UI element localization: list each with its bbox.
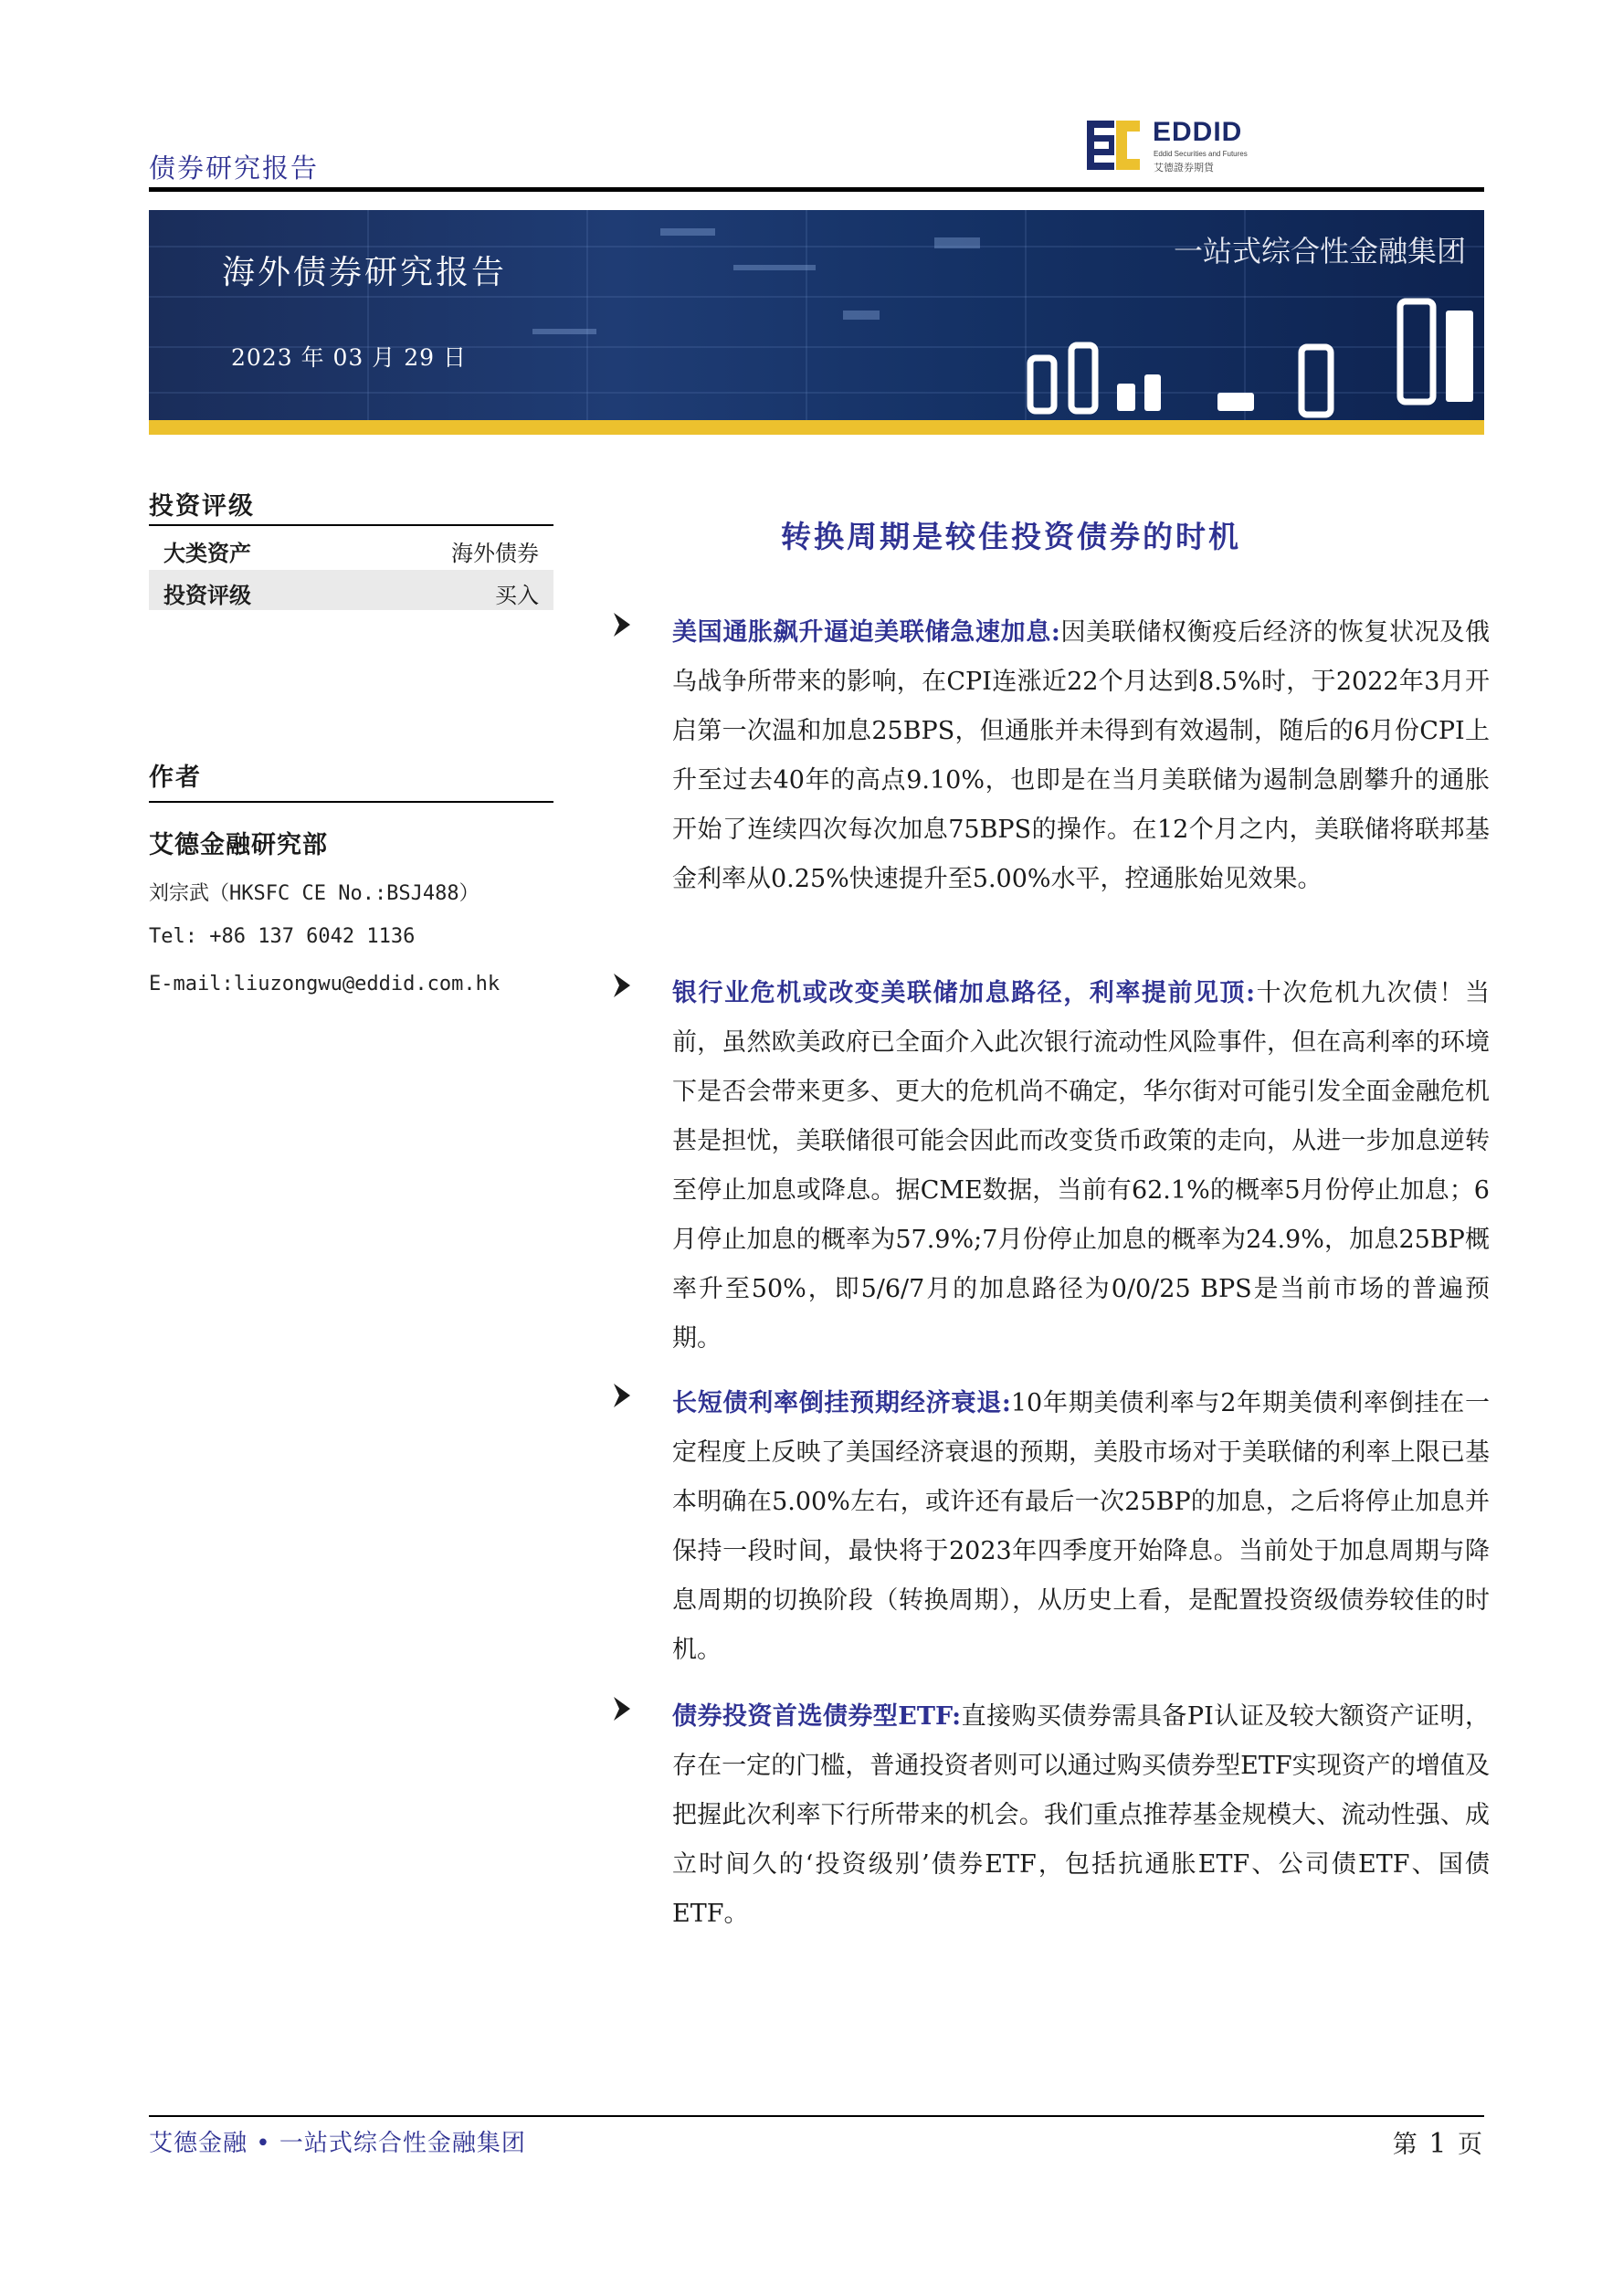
footer-divider <box>149 2115 1484 2117</box>
rating-heading: 投资评级 <box>149 492 255 521</box>
bullet-text <box>672 1379 1490 1675</box>
author-phone: Tel: +86 137 6042 1136 <box>149 925 416 948</box>
eddid-logo <box>1087 117 1297 174</box>
arrow-bullet-icon <box>612 611 632 638</box>
bullet-text <box>672 608 1490 904</box>
author-name: 刘宗武（HKSFC CE No.:BSJ488） <box>149 882 480 905</box>
rating-row-key: 投资评级 <box>163 582 251 608</box>
bullet-text <box>672 969 1490 1364</box>
rating-row-investment-rating <box>149 570 553 610</box>
rating-row-asset-class <box>149 528 553 568</box>
eddid-logo-mark-icon <box>1087 117 1143 174</box>
arrow-bullet-icon <box>612 1382 632 1409</box>
banner-title: 海外债券研究报告 <box>222 254 508 291</box>
bullet-body: 10年期美债利率与2年期美债利率倒挂在一定程度上反映了美国经济衰退的预期，美股市场对于美联储的利率上限已基本明确在5.00%左右，或许还有最后一次25BP的加息，之后将停止加息并保持一段时间，最快将于2023年四季度开始降息。当前处于加息周期与降息周期的切换阶段（转换周期），从历史上看，是配置投资级债券较佳的时机。 <box>672 1389 1490 1664</box>
article-title: 转换周期是较佳投资债券的时机 <box>781 519 1241 554</box>
page-number <box>1393 2124 1484 2160</box>
bullet-heading: 长短债利率倒挂预期经济衰退: <box>672 1389 1011 1417</box>
rating-row-key: 大类资产 <box>163 540 251 566</box>
report-date: 2023 年 03 月 29 日 <box>231 344 467 371</box>
arrow-bullet-icon <box>612 972 632 999</box>
logo-name: EDDID <box>1153 117 1243 147</box>
rating-row-value: 海外债券 <box>451 541 539 566</box>
page-number-value: 1 <box>1428 2128 1449 2160</box>
bullet-heading: 银行业危机或改变美联储加息路径，利率提前见顶: <box>672 979 1256 1007</box>
arrow-bullet-icon <box>612 1695 632 1722</box>
bullet-text <box>672 1692 1490 1939</box>
logo-subtitle-cn: 艾德證券期貨 <box>1154 163 1214 174</box>
author-heading-rule <box>149 801 553 803</box>
report-banner <box>149 210 1484 420</box>
bullet-body: 因美联储权衡疫后经济的恢复状况及俄乌战争所带来的影响，在CPI连涨近22个月达到8.5%时，于2022年3月开启第一次温和加息25BPS，但通胀并未得到有效遏制，随后的6月份CPI上升至过去40年的高点9.10%，也即是在当月美联储为遏制急剧攀升的通胀开始了连续四次每次加息75BPS的操作。在12个月之内，美联储将联邦基金利率从0.25%快速提升至5.00%水平，控通胀始见效果。 <box>672 618 1491 893</box>
author-department: 艾德金融研究部 <box>149 831 328 859</box>
logo-subtitle-en: Eddid Securities and Futures <box>1154 150 1248 158</box>
author-email: E-mail:liuzongwu@eddid.com.hk <box>149 973 501 995</box>
bullet-heading: 债券投资首选债券型ETF: <box>672 1702 962 1731</box>
bullet-heading: 美国通胀飙升逼迫美联储急速加息: <box>672 618 1060 647</box>
page-suffix: 页 <box>1458 2131 1484 2159</box>
page-prefix: 第 <box>1392 2131 1419 2159</box>
rating-row-value: 买入 <box>495 583 539 608</box>
banner-accent-bar <box>149 420 1484 435</box>
report-type-label: 债券研究报告 <box>149 153 320 184</box>
header-divider <box>149 187 1484 192</box>
author-heading: 作者 <box>149 764 202 792</box>
rating-heading-rule <box>149 524 553 526</box>
bullet-body: 直接购买债券需具备PI认证及较大额资产证明，存在一定的门槛，普通投资者则可以通过购买债券型ETF实现资产的增值及把握此次利率下行所带来的机会。我们重点推荐基金规模大、流动性强、成立时间久的‘投资级别’债券ETF，包括抗通胀ETF、公司债ETF、国债ETF。 <box>672 1702 1490 1928</box>
bullet-body: 十次危机九次债！当前，虽然欧美政府已全面介入此次银行流动性风险事件，但在高利率的环境下是否会带来更多、更大的危机尚不确定，华尔街对可能引发全面金融危机甚是担忧，美联储很可能会因此而改变货币政策的走向，从进一步加息逆转至停止加息或降息。据CME数据，当前有62.1%的概率5月份停止加息；6月停止加息的概率为57.9%;7月份停止加息的概率为24.9%，加息25BP概率升至50%，即5/6/7月的加息路径为0/0/25 BPS是当前市场的普遍预期。 <box>672 979 1491 1353</box>
footer-tagline: 艾德金融 • 一站式综合性金融集团 <box>149 2130 526 2157</box>
banner-slogan: 一站式综合性金融集团 <box>1173 235 1466 268</box>
